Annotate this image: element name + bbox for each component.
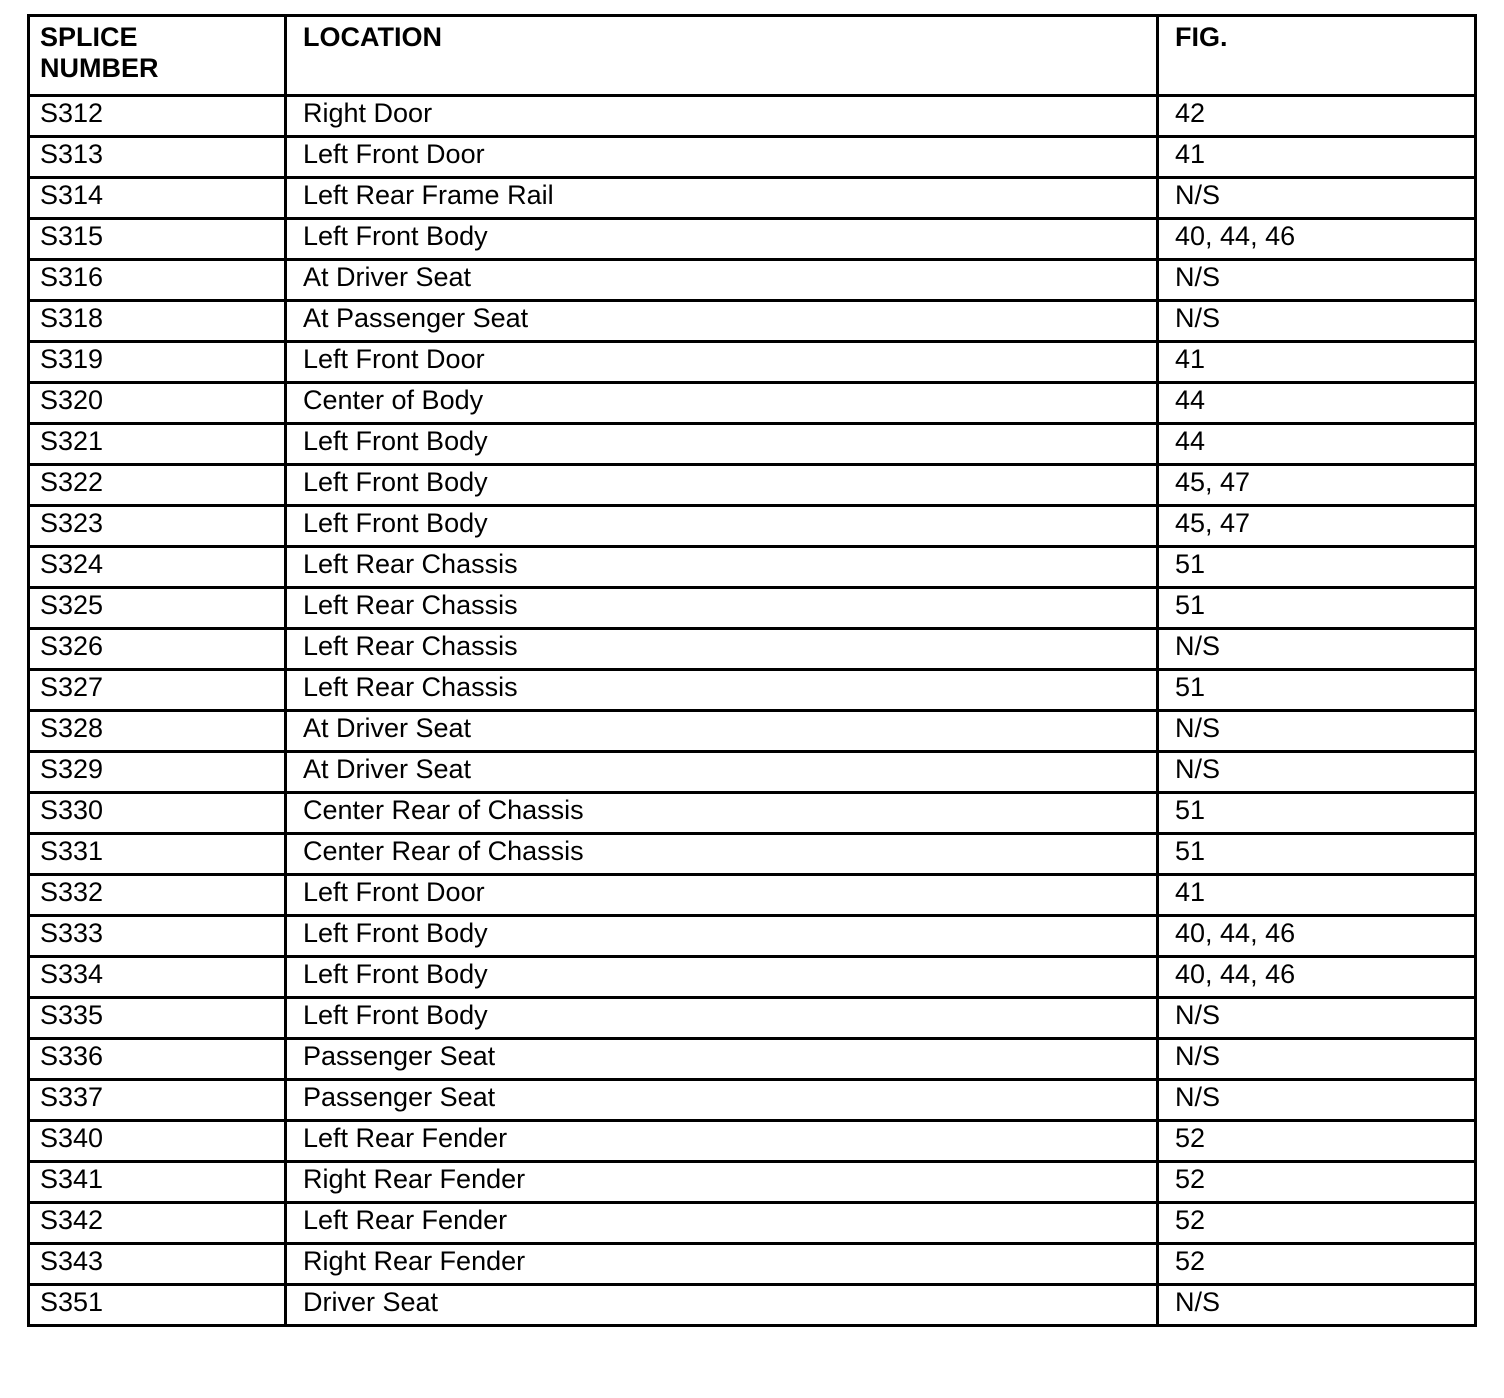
cell-fig: 41 xyxy=(1158,137,1476,178)
cell-fig: N/S xyxy=(1158,998,1476,1039)
table-row xyxy=(29,137,1476,178)
cell-fig: 52 xyxy=(1158,1203,1476,1244)
table-row xyxy=(29,1121,1476,1162)
table-header-row xyxy=(29,16,1476,96)
cell-location: Left Front Body xyxy=(286,957,1158,998)
cell-splice-number: S337 xyxy=(29,1080,286,1121)
cell-location: At Passenger Seat xyxy=(286,301,1158,342)
cell-location: Left Rear Chassis xyxy=(286,629,1158,670)
cell-splice-number: S333 xyxy=(29,916,286,957)
cell-fig: 42 xyxy=(1158,96,1476,137)
cell-splice-number: S323 xyxy=(29,506,286,547)
table-row xyxy=(29,916,1476,957)
cell-location: Left Front Body xyxy=(286,424,1158,465)
cell-fig: 51 xyxy=(1158,793,1476,834)
cell-fig: 52 xyxy=(1158,1244,1476,1285)
cell-splice-number: S320 xyxy=(29,383,286,424)
cell-splice-number: S342 xyxy=(29,1203,286,1244)
cell-fig: 40, 44, 46 xyxy=(1158,219,1476,260)
table-row xyxy=(29,629,1476,670)
cell-location: Left Front Body xyxy=(286,506,1158,547)
header-location: LOCATION xyxy=(286,16,1158,96)
cell-location: Passenger Seat xyxy=(286,1039,1158,1080)
cell-splice-number: S325 xyxy=(29,588,286,629)
cell-location: Left Front Door xyxy=(286,137,1158,178)
cell-splice-number: S329 xyxy=(29,752,286,793)
table-row xyxy=(29,1203,1476,1244)
cell-splice-number: S318 xyxy=(29,301,286,342)
cell-fig: 51 xyxy=(1158,547,1476,588)
table-row xyxy=(29,957,1476,998)
table-row xyxy=(29,834,1476,875)
table-row xyxy=(29,301,1476,342)
cell-location: Right Door xyxy=(286,96,1158,137)
cell-splice-number: S332 xyxy=(29,875,286,916)
cell-location: Center of Body xyxy=(286,383,1158,424)
table-row xyxy=(29,670,1476,711)
cell-splice-number: S340 xyxy=(29,1121,286,1162)
table-row xyxy=(29,875,1476,916)
cell-splice-number: S330 xyxy=(29,793,286,834)
cell-location: Left Front Door xyxy=(286,342,1158,383)
table-row xyxy=(29,465,1476,506)
cell-fig: 44 xyxy=(1158,424,1476,465)
cell-splice-number: S343 xyxy=(29,1244,286,1285)
cell-location: Left Front Body xyxy=(286,465,1158,506)
cell-location: At Driver Seat xyxy=(286,260,1158,301)
cell-location: Left Front Body xyxy=(286,219,1158,260)
cell-splice-number: S336 xyxy=(29,1039,286,1080)
cell-splice-number: S341 xyxy=(29,1162,286,1203)
cell-location: Right Rear Fender xyxy=(286,1244,1158,1285)
cell-location: At Driver Seat xyxy=(286,711,1158,752)
cell-location: Left Rear Fender xyxy=(286,1121,1158,1162)
table-row xyxy=(29,711,1476,752)
cell-splice-number: S314 xyxy=(29,178,286,219)
cell-fig: N/S xyxy=(1158,752,1476,793)
cell-fig: N/S xyxy=(1158,178,1476,219)
cell-fig: 52 xyxy=(1158,1121,1476,1162)
cell-splice-number: S321 xyxy=(29,424,286,465)
cell-location: Left Front Body xyxy=(286,916,1158,957)
cell-fig: 41 xyxy=(1158,342,1476,383)
cell-fig: 40, 44, 46 xyxy=(1158,957,1476,998)
cell-location: Left Rear Chassis xyxy=(286,670,1158,711)
table-row xyxy=(29,219,1476,260)
cell-fig: 51 xyxy=(1158,588,1476,629)
cell-splice-number: S331 xyxy=(29,834,286,875)
cell-fig: 45, 47 xyxy=(1158,465,1476,506)
cell-location: Driver Seat xyxy=(286,1285,1158,1326)
table-row xyxy=(29,547,1476,588)
table-row xyxy=(29,260,1476,301)
cell-splice-number: S316 xyxy=(29,260,286,301)
table-row xyxy=(29,506,1476,547)
cell-fig: 45, 47 xyxy=(1158,506,1476,547)
cell-fig: N/S xyxy=(1158,260,1476,301)
cell-fig: 41 xyxy=(1158,875,1476,916)
cell-fig: N/S xyxy=(1158,711,1476,752)
table-row xyxy=(29,1039,1476,1080)
table-body xyxy=(29,96,1476,1326)
table-row xyxy=(29,383,1476,424)
cell-location: Center Rear of Chassis xyxy=(286,834,1158,875)
cell-fig: 51 xyxy=(1158,670,1476,711)
table-row xyxy=(29,793,1476,834)
table-row xyxy=(29,424,1476,465)
cell-fig: N/S xyxy=(1158,1285,1476,1326)
cell-splice-number: S313 xyxy=(29,137,286,178)
cell-location: Left Rear Frame Rail xyxy=(286,178,1158,219)
table-row xyxy=(29,998,1476,1039)
cell-fig: N/S xyxy=(1158,1080,1476,1121)
table-row xyxy=(29,1080,1476,1121)
cell-fig: N/S xyxy=(1158,1039,1476,1080)
cell-fig: 40, 44, 46 xyxy=(1158,916,1476,957)
header-splice-line1: SPLICE xyxy=(40,22,138,52)
cell-splice-number: S326 xyxy=(29,629,286,670)
cell-splice-number: S319 xyxy=(29,342,286,383)
table-row xyxy=(29,96,1476,137)
cell-fig: 52 xyxy=(1158,1162,1476,1203)
table-row xyxy=(29,1285,1476,1326)
cell-location: Passenger Seat xyxy=(286,1080,1158,1121)
cell-splice-number: S328 xyxy=(29,711,286,752)
header-fig: FIG. xyxy=(1158,16,1476,96)
cell-splice-number: S335 xyxy=(29,998,286,1039)
cell-location: Right Rear Fender xyxy=(286,1162,1158,1203)
cell-fig: N/S xyxy=(1158,629,1476,670)
table-row xyxy=(29,342,1476,383)
cell-splice-number: S351 xyxy=(29,1285,286,1326)
cell-location: At Driver Seat xyxy=(286,752,1158,793)
cell-splice-number: S322 xyxy=(29,465,286,506)
header-splice-line2: NUMBER xyxy=(40,53,159,83)
cell-location: Left Front Body xyxy=(286,998,1158,1039)
table-row xyxy=(29,1244,1476,1285)
cell-location: Left Rear Chassis xyxy=(286,588,1158,629)
cell-location: Center Rear of Chassis xyxy=(286,793,1158,834)
header-splice-number xyxy=(29,16,286,96)
cell-splice-number: S315 xyxy=(29,219,286,260)
cell-location: Left Rear Fender xyxy=(286,1203,1158,1244)
cell-location: Left Front Door xyxy=(286,875,1158,916)
table-row xyxy=(29,752,1476,793)
cell-splice-number: S312 xyxy=(29,96,286,137)
table-row xyxy=(29,178,1476,219)
splice-location-table xyxy=(27,14,1477,1327)
cell-splice-number: S334 xyxy=(29,957,286,998)
cell-splice-number: S324 xyxy=(29,547,286,588)
table-row xyxy=(29,588,1476,629)
cell-fig: 44 xyxy=(1158,383,1476,424)
cell-location: Left Rear Chassis xyxy=(286,547,1158,588)
cell-fig: N/S xyxy=(1158,301,1476,342)
table-row xyxy=(29,1162,1476,1203)
cell-splice-number: S327 xyxy=(29,670,286,711)
cell-fig: 51 xyxy=(1158,834,1476,875)
